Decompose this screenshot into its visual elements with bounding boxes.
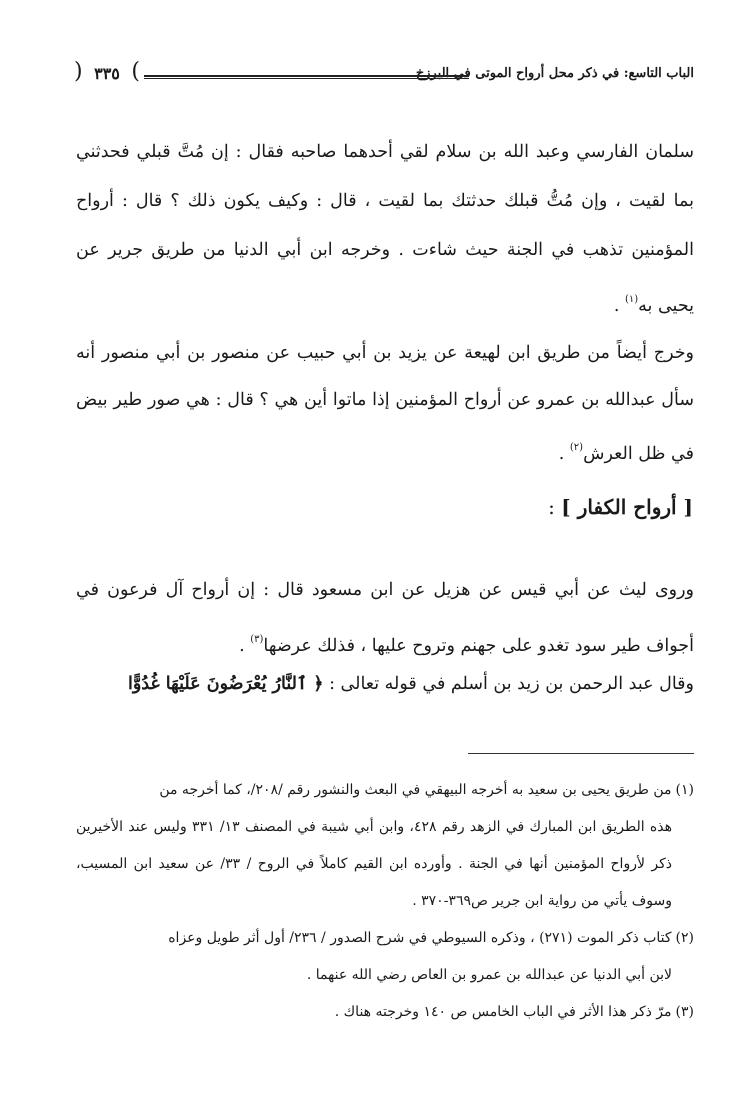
paragraph-2: [76, 330, 694, 478]
paragraph-3: [76, 566, 694, 671]
footnote-number: (٣): [675, 1004, 694, 1020]
paragraph-3-end: .: [239, 636, 251, 656]
footnote-1: [76, 772, 694, 920]
footnote-number: (١): [675, 782, 694, 798]
footnote-text: كتاب ذكر الموت (٢٧١) ، وذكره السيوطي في شرح الصدور / ٢٣٦/ أول أثر طويل وعزاه: [168, 930, 672, 946]
paragraph-4-text: وقال عبد الرحمن بن زيد بن أسلم في قوله تعالى :: [323, 674, 694, 694]
section-heading-colon: :: [548, 495, 562, 519]
paragraph-1: [76, 128, 694, 331]
section-heading-text: [ أرواح الكفار ]: [561, 495, 693, 519]
footnote-ref-2[interactable]: (٢): [569, 442, 584, 453]
paragraph-2-text: وخرج أيضاً من طريق ابن لهيعة عن يزيد بن أبي حبيب عن منصور بن أبي منصور أنه سأل عبدالله بن عمرو عن أرواح المؤمنين إذا ماتوا أين هي ؟ قال : هي صور طير بيض في ظل العرش: [76, 343, 694, 464]
footnote-ref-3[interactable]: (٣): [250, 634, 264, 645]
footnote-text: مرّ ذكر هذا الأثر في الباب الخامس ص ١٤٠ وخرجته هناك .: [334, 1004, 672, 1020]
paragraph-3-text: وروى ليث عن أبي قيس عن هزيل عن ابن مسعود قال : إن أرواح آل فرعون في أجواف طير سود تغدو على جهنم وتروح عليها ، فذلك عرضها: [76, 580, 694, 656]
footnote-number: (٢): [675, 930, 694, 946]
footnote-ref-1[interactable]: (١): [624, 294, 639, 305]
header-rule: [144, 75, 469, 79]
page-number: ( ٣٣٥ ): [76, 62, 138, 86]
paragraph-4: [76, 664, 694, 704]
paragraph-1-end: .: [613, 296, 625, 316]
running-header: [76, 62, 694, 92]
footnote-text: من طريق يحيى بن سعيد به أخرجه البيهقي في البعث والنشور رقم /٢٠٨/، كما أخرجه من: [159, 782, 672, 798]
quran-verse: ﴿ ٱلنَّارُ يُعْرَضُونَ عَلَيْهَا غُدُوًّا: [127, 674, 324, 694]
footnote-separator: [468, 753, 694, 754]
footnote-2: [76, 920, 694, 994]
paragraph-2-end: .: [558, 444, 570, 464]
footnotes: [76, 772, 694, 1031]
paragraph-1-text: سلمان الفارسي وعبد الله بن سلام لقي أحدهما صاحبه فقال : إن مُتَّ قبلي فحدثني بما لقيت ، وإن مُتُّ قبلك حدثتك بما لقيت ، قال : وكيف يكون ذلك ؟ قال : أرواح المؤمنين تذهب في الجنة حيث شاءت . وخرجه ابن أبي الدنيا من طريق جرير عن يحيى به: [76, 142, 694, 316]
footnote-continuation: لابن أبي الدنيا عن عبدالله بن عمرو بن العاص رضي الله عنهما .: [306, 967, 672, 983]
footnote-3: [76, 994, 694, 1031]
section-heading: [548, 495, 693, 519]
footnote-continuation: هذه الطريق ابن المبارك في الزهد رقم ٤٢٨، وابن أبي شيبة في المصنف ١٣/ ٣٣١ وليس عند الأخيرين ذكر لأرواح المؤمنين أنها في الجنة . وأورده ابن القيم كاملاً في الروح / ٣٣/ عن سعيد ابن المسيب، وسوف يأتي من رواية ابن جرير ص٣٦٩-٣٧٠ .: [76, 819, 672, 909]
chapter-title: الباب التاسع: في ذكر محل أرواح الموتى في البرزخ: [415, 66, 694, 81]
